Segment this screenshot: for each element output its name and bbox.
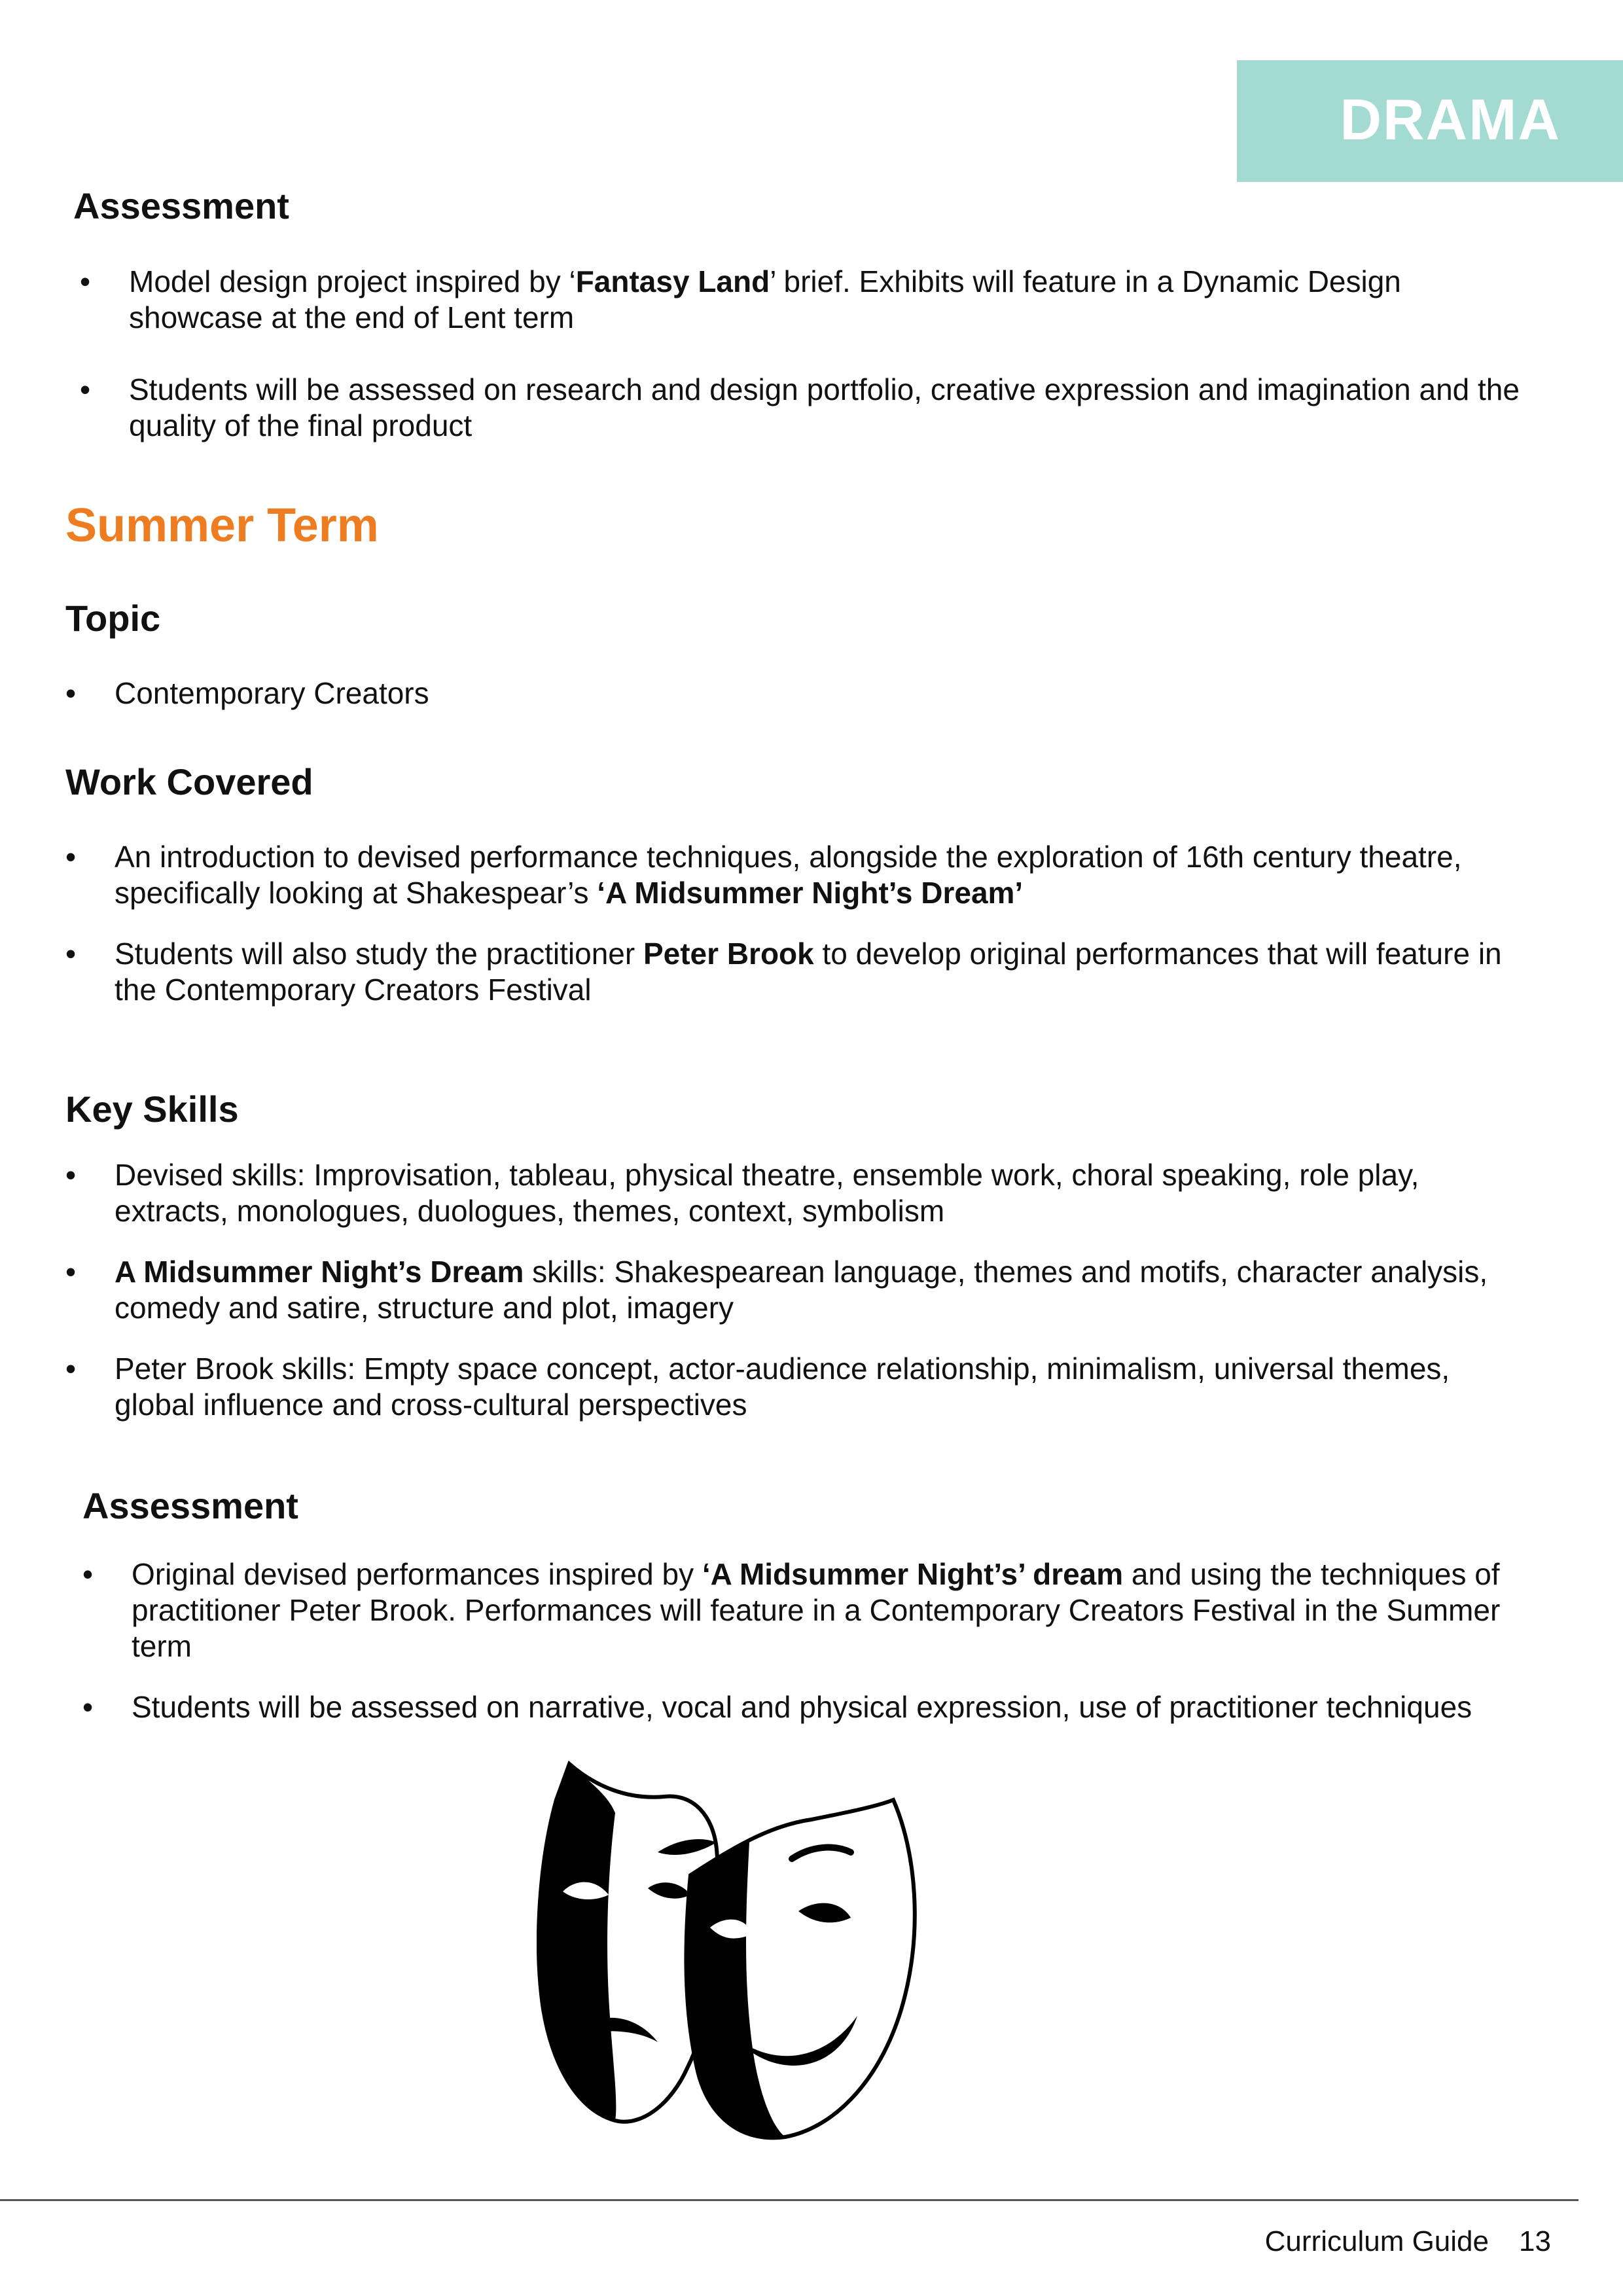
list-item: • Students will also study the practitioner Peter Brook to develop original performances that will feature in the Contemporary Creators Festival (65, 936, 1531, 1008)
subject-tab-label: DRAMA (1340, 87, 1561, 152)
key-skills-heading: Key Skills (65, 1088, 239, 1130)
assessment-summer-list (82, 1556, 1548, 1725)
list-item: • A Midsummer Night’s Dream skills: Shakespearean language, themes and motifs, character analysis, comedy and satire, structure and plot, imagery (65, 1254, 1531, 1326)
assessment-summer-heading: Assessment (82, 1485, 298, 1526)
list-item: • Students will be assessed on narrative, vocal and physical expression, use of practitioner techniques (82, 1689, 1548, 1725)
list-item: • Model design project inspired by ‘Fantasy Land’ brief. Exhibits will feature in a Dynamic Design showcase at the end of Lent term (80, 264, 1533, 336)
topic-list (65, 675, 1531, 711)
list-item: • Devised skills: Improvisation, tableau, physical theatre, ensemble work, choral speaking, role play, extracts, monologues, duologues, themes, context, symbolism (65, 1157, 1531, 1229)
work-covered-heading: Work Covered (65, 761, 313, 802)
list-item: • An introduction to devised performance techniques, alongside the exploration of 16th century theatre, specifically looking at Shakespear’s ‘A Midsummer Night’s Dream’ (65, 839, 1531, 911)
list-item: • Students will be assessed on research and design portfolio, creative expression and imagination and the quality of the final product (80, 372, 1533, 444)
footer-divider (0, 2199, 1578, 2201)
subject-tab (1237, 60, 1623, 182)
summer-term-title: Summer Term (65, 499, 379, 552)
page-number: 13 (1519, 2225, 1551, 2257)
assessment-lent-list (80, 264, 1533, 444)
assessment-lent-heading: Assessment (73, 185, 289, 226)
list-item: • Peter Brook skills: Empty space concept, actor-audience relationship, minimalism, universal themes, global influence and cross-cultural perspectives (65, 1351, 1531, 1423)
list-item: • Original devised performances inspired by ‘A Midsummer Night’s’ dream and using the techniques of practitioner Peter Brook. Performances will feature in a Contemporary Creators Festival in the Summer term (82, 1556, 1548, 1664)
topic-heading: Topic (65, 598, 161, 639)
comedy-mask-icon (658, 1800, 915, 2138)
work-covered-list (65, 839, 1531, 1008)
footer-label: Curriculum Guide (1264, 2225, 1489, 2257)
list-item: • Contemporary Creators (65, 675, 1531, 711)
theatre-masks-icon (537, 1761, 929, 2140)
key-skills-list (65, 1157, 1531, 1423)
